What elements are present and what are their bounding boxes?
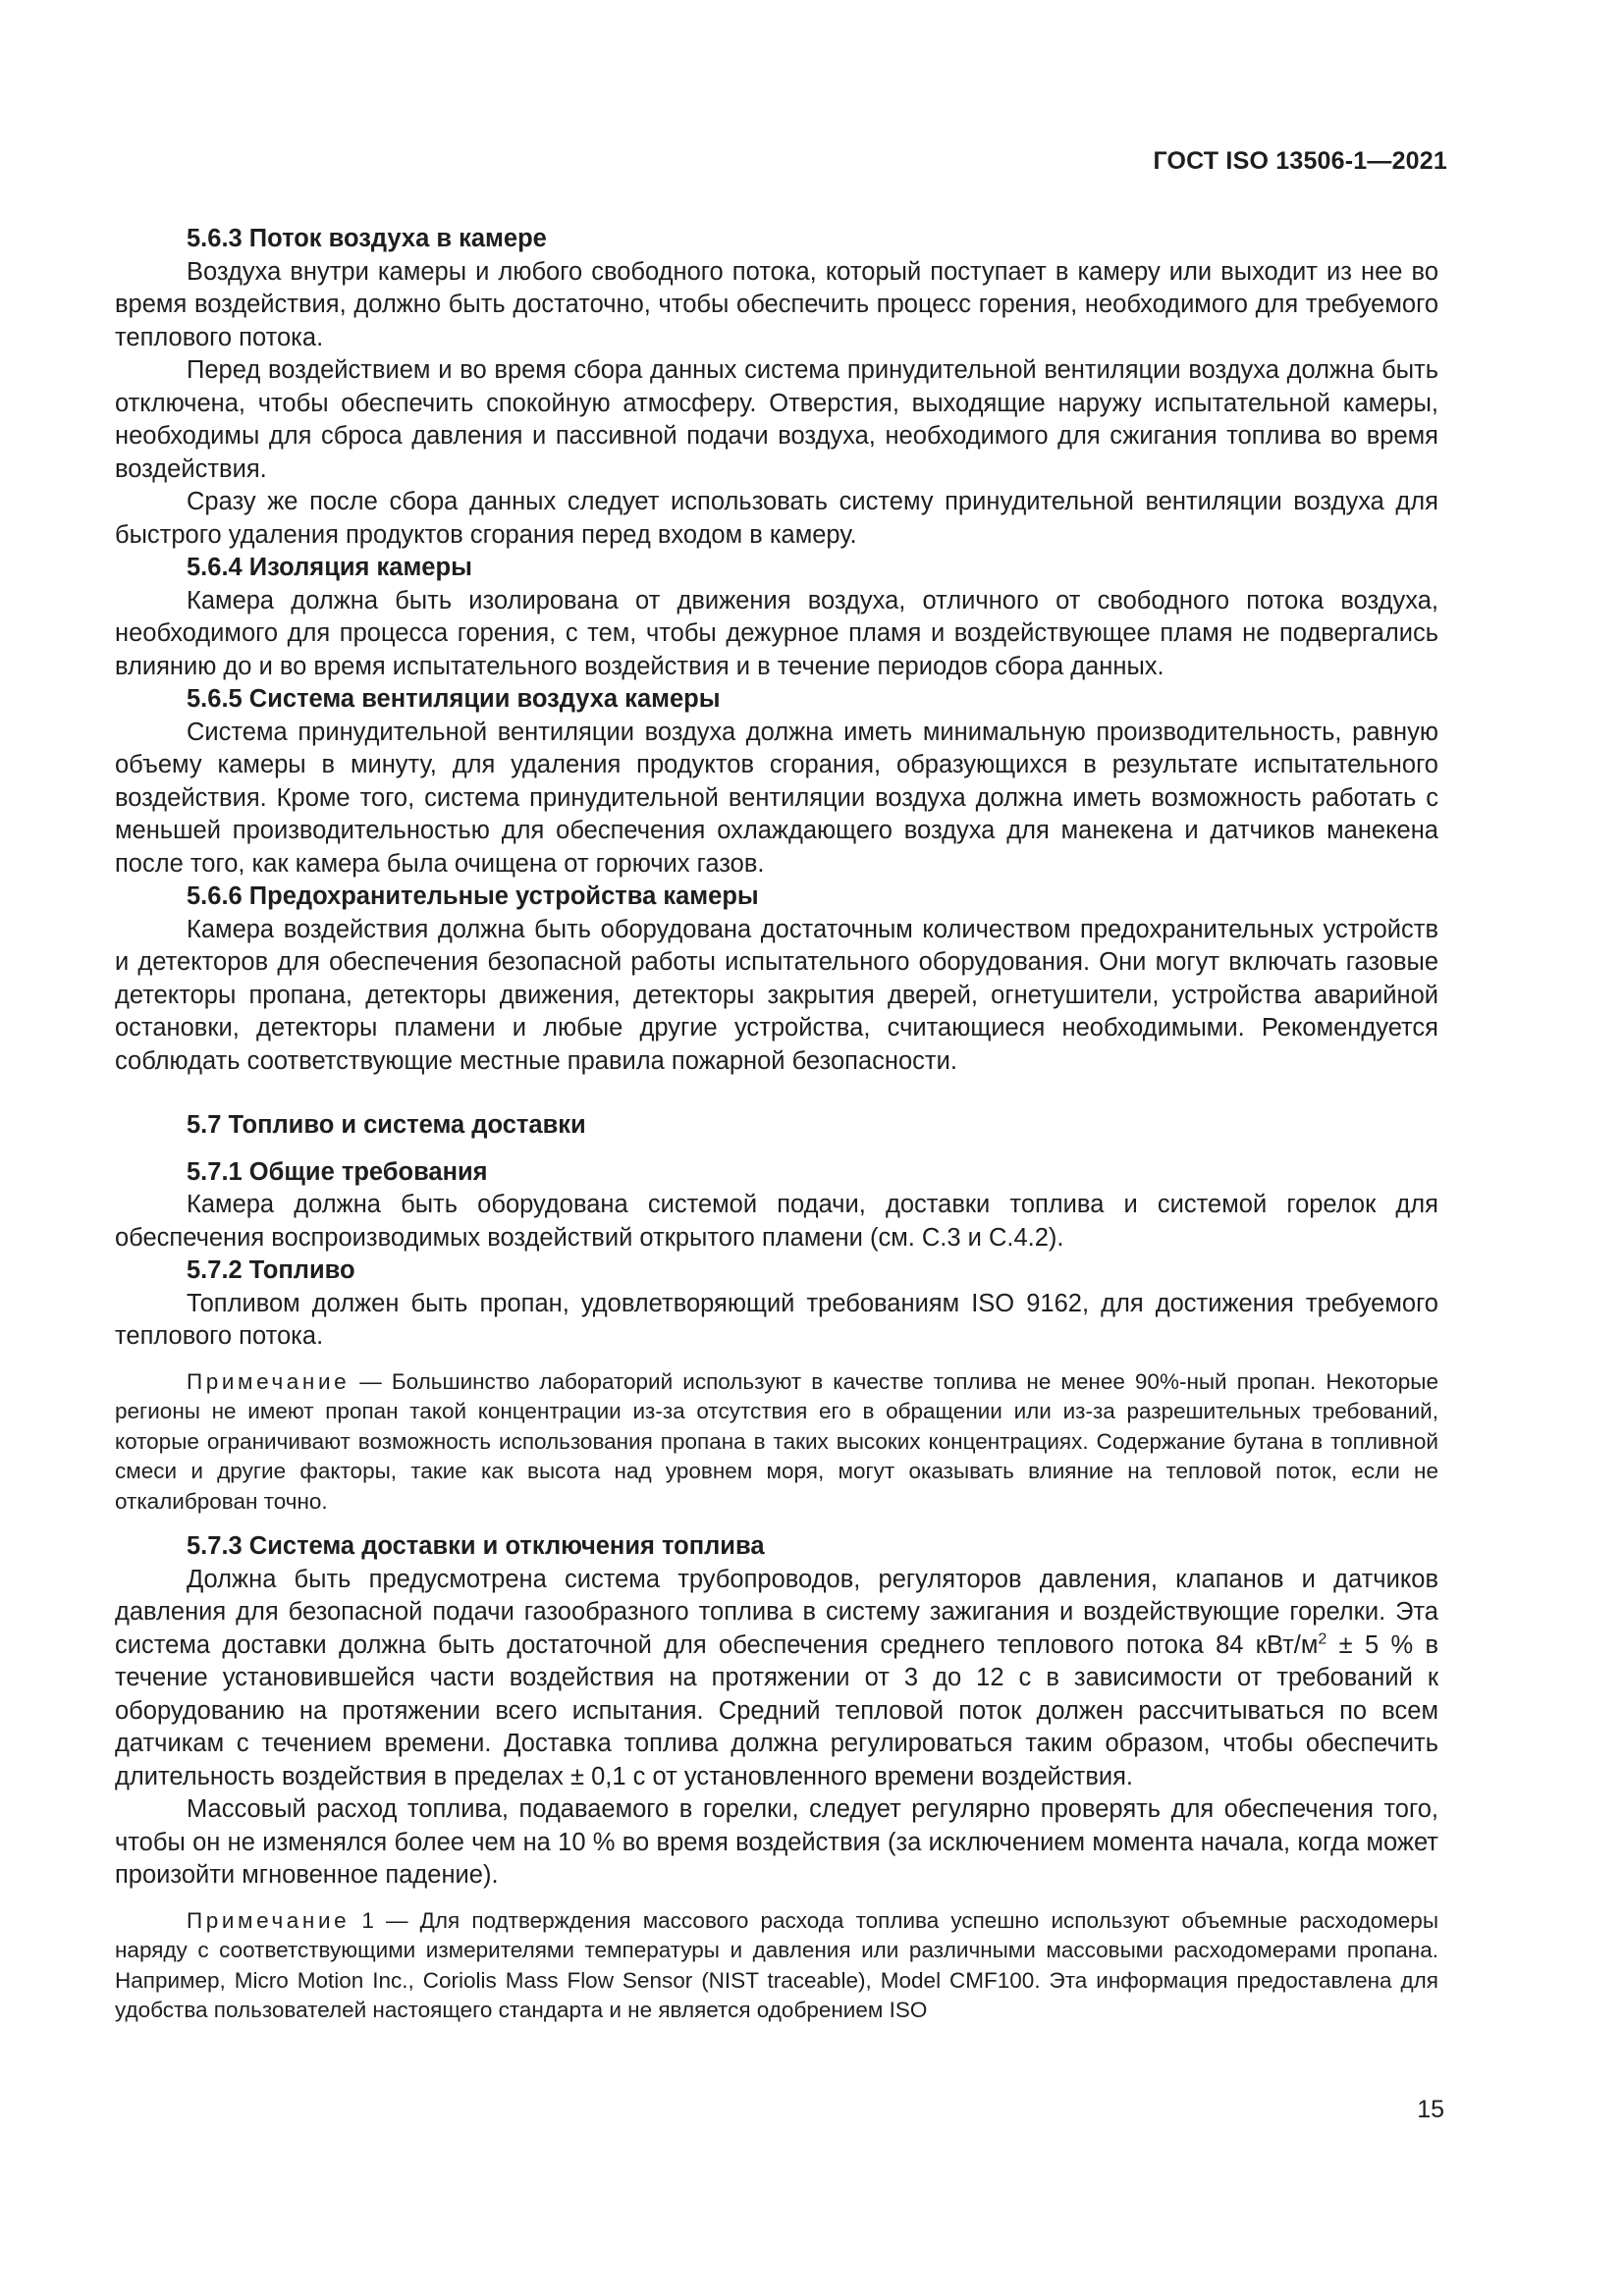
- paragraph-text: ± 5 % в течение установившейся части воздействия на протяжении от 3 до 12 с в зависимости от требований к оборудованию на протяжении всего испытания. Средний тепловой поток должен рассчитываться по всем датчикам с течением времени. Доставка топлива должна регулироваться таким образом, чтобы обеспечить длительность воздействия в пределах ± 0,1 с от установленного времени воздействия.: [115, 1630, 1438, 1790]
- section-heading-5-6-6: 5.6.6 Предохранительные устройства камеры: [187, 882, 759, 910]
- paragraph: Массовый расход топлива, подаваемого в горелки, следует регулярно проверять для обеспечения того, чтобы он не изменялся более чем на 10 % во время воздействия (за исключением момента начала, когда может произойти мгновенное падение).: [115, 1795, 1438, 1889]
- note-text: 1 — Для подтверждения массового расхода топлива успешно используют объемные расходомеры наряду с соответствующими измерителями температуры и давления или различными массовыми расходомерами пропана. Например, Micro Motion Inc., Coriolis Mass Flow Sensor (NIST traceable), Model CMF100. Эта информация предоставлена для удобства пользователей настоящего стандарта и не является одобрением ISO: [115, 1907, 1438, 2022]
- paragraph: Воздуха внутри камеры и любого свободного потока, который поступает в камеру или выходит из нее во время воздействия, должно быть достаточно, чтобы обеспечить процесс горения, необходимого для требуемого теплового потока.: [115, 257, 1438, 351]
- superscript: 2: [1318, 1630, 1327, 1647]
- page-number: 15: [1417, 2096, 1444, 2123]
- section-heading-5-7-3: 5.7.3 Система доставки и отключения топлива: [187, 1532, 765, 1560]
- note-label: Примечание: [187, 1907, 351, 1933]
- paragraph-text: Должна быть предусмотрена система трубопроводов, регуляторов давления, клапанов и датчиков давления для безопасной подачи газообразного топлива в систему зажигания и воздействующие горелки. Эта система доставки должна быть достаточной для обеспечения среднего теплового потока 84 кВт/м: [115, 1565, 1438, 1659]
- note-label: Примечание: [187, 1368, 351, 1394]
- paragraph: Перед воздействием и во время сбора данных система принудительной вентиляции воздуха должна быть отключена, чтобы обеспечить спокойную атмосферу. Отверстия, выходящие наружу испытательной камеры, необходимы для сброса давления и пассивной подачи воздуха, необходимого для сжигания топлива во время воздействия.: [115, 356, 1438, 483]
- section-heading-5-7: 5.7 Топливо и система доставки: [187, 1111, 586, 1139]
- section-heading-5-7-1: 5.7.1 Общие требования: [187, 1157, 488, 1186]
- note-block: [115, 1367, 1438, 1518]
- paragraph: Камера должна быть изолирована от движения воздуха, отличного от свободного потока воздуха, необходимого для процесса горения, с тем, чтобы дежурное пламя и воздействующее пламя не подвергались влиянию до и во время испытательного воздействия и в течение периодов сбора данных.: [115, 586, 1438, 680]
- section-heading-5-6-4: 5.6.4 Изоляция камеры: [187, 554, 472, 581]
- paragraph: Система принудительной вентиляции воздуха должна иметь минимальную производительность, равную объему камеры в минуту, для удаления продуктов сгорания, образующихся в результате испытательного воздействия. Кроме того, система принудительной вентиляции воздуха должна иметь возможность работать с меньшей производительностью для обеспечения охлаждающего воздуха для манекена и датчиков манекена после того, как камера была очищена от горючих газов.: [115, 718, 1438, 878]
- document-designation: ГОСТ ISO 13506-1—2021: [1153, 147, 1447, 175]
- paragraph: Топливом должен быть пропан, удовлетворяющий требованиям ISO 9162, для достижения требуемого теплового потока.: [115, 1289, 1438, 1350]
- section-heading-5-6-3: 5.6.3 Поток воздуха в камере: [187, 225, 547, 252]
- paragraph: Сразу же после сбора данных следует использовать систему принудительной вентиляции воздуха для быстрого удаления продуктов сгорания перед входом в камеру.: [115, 488, 1438, 549]
- section-heading-5-7-2: 5.7.2 Топливо: [187, 1256, 355, 1284]
- note-block: [115, 1906, 1438, 2026]
- paragraph: Камера воздействия должна быть оборудована достаточным количеством предохранительных устройств и детекторов для обеспечения безопасной работы испытательного оборудования. Они могут включать газовые детекторы пропана, детекторы движения, детекторы закрытия дверей, огнетушители, устройства аварийной остановки, детекторы пламени и любые другие устройства, считающиеся необходимыми. Рекомендуется соблюдать соответствующие местные правила пожарной безопасности.: [115, 915, 1438, 1075]
- paragraph: [115, 1564, 1438, 1794]
- paragraph: Камера должна быть оборудована системой подачи, доставки топлива и системой горелок для обеспечения воспроизводимых воздействий открытого пламени (см. С.3 и С.4.2).: [115, 1191, 1438, 1252]
- section-heading-5-6-5: 5.6.5 Система вентиляции воздуха камеры: [187, 685, 721, 713]
- note-text: — Большинство лабораторий используют в качестве топлива не менее 90%-ный пропан. Некоторые регионы не имеют пропан такой концентрации из-за отсутствия его в обращении или из-за разрешительных требований, которые ограничивают возможность использования пропана в таких высоких концентрациях. Содержание бутана в топливной смеси и другие факторы, такие как высота над уровнем моря, могут оказывать влияние на тепловой поток, если не откалиброван точно.: [115, 1368, 1438, 1514]
- page-body: [115, 223, 1438, 2040]
